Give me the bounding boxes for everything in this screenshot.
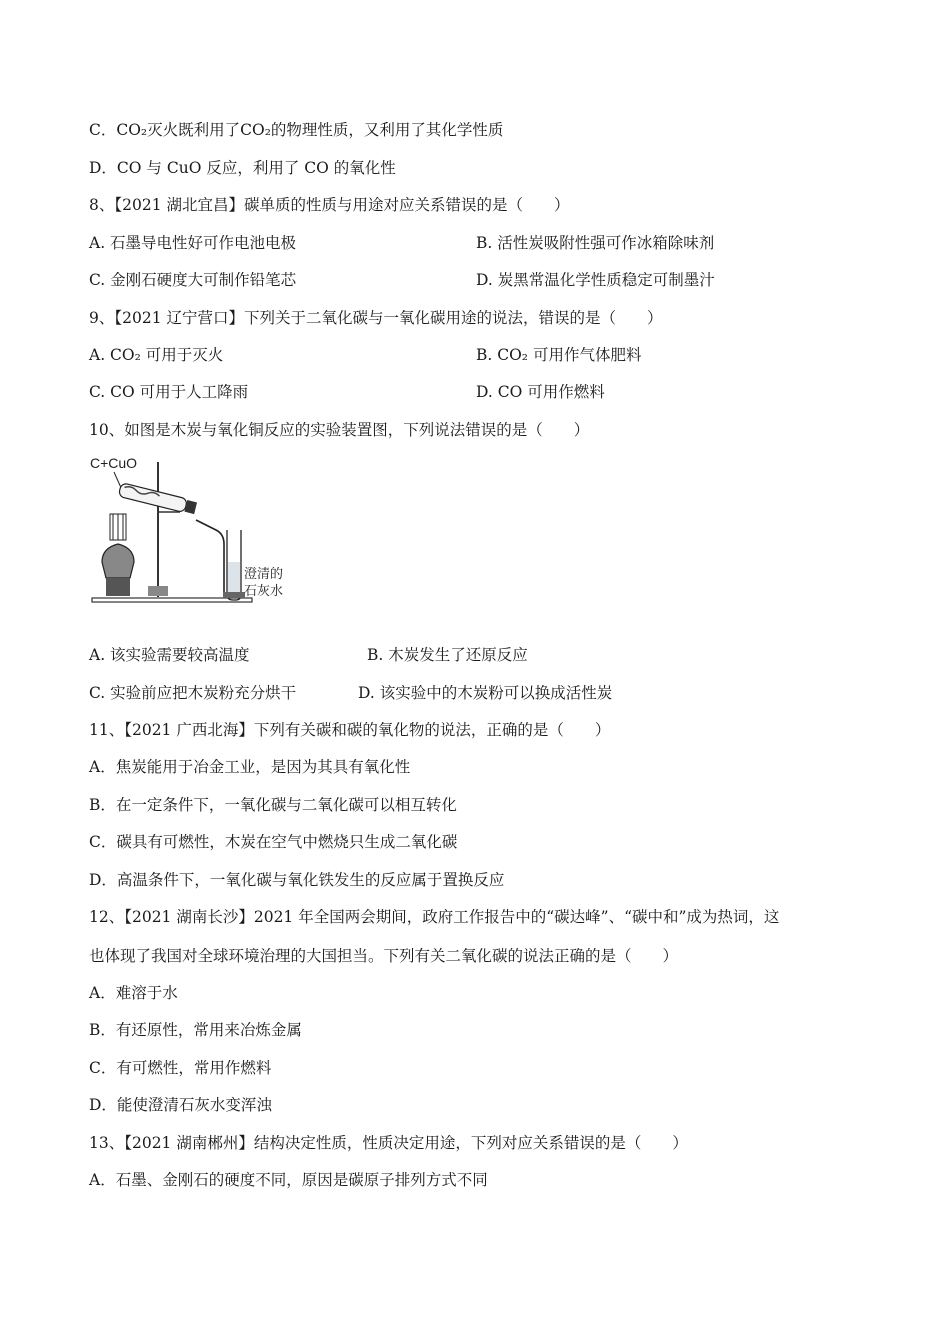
option-7c: C．CO₂灭火既利用了CO₂的物理性质，又利用了其化学性质 <box>89 121 504 139</box>
option-12d: D．能使澄清石灰水变浑浊 <box>89 1096 272 1114</box>
option-11b: B．在一定条件下，一氧化碳与二氧化碳可以相互转化 <box>89 796 457 814</box>
option-8c: C. 金刚石硬度大可制作铅笔芯 <box>89 271 297 289</box>
question-11: 11、【2021 广西北海】下列有关碳和碳的氧化物的说法，正确的是（ ） <box>89 721 611 739</box>
question-10: 10、如图是木炭与氧化铜反应的实验装置图，下列说法错误的是（ ） <box>89 421 590 439</box>
option-11c: C．碳具有可燃性，木炭在空气中燃烧只生成二氧化碳 <box>89 833 458 851</box>
option-9c: C. CO 可用于人工降雨 <box>89 383 249 401</box>
question-12-line-1: 12、【2021 湖南长沙】2021 年全国两会期间，政府工作报告中的“碳达峰”、“碳中和”成为热词，这 <box>89 908 780 926</box>
question-8: 8、【2021 湖北宜昌】碳单质的性质与用途对应关系错误的是（ ） <box>89 196 570 214</box>
question-13: 13、【2021 湖南郴州】结构决定性质，性质决定用途，下列对应关系错误的是（ ） <box>89 1134 688 1152</box>
option-9a: A. CO₂ 可用于灭火 <box>89 346 224 364</box>
option-8d: D. 炭黑常温化学性质稳定可制墨汁 <box>476 271 715 289</box>
option-12a: A．难溶于水 <box>89 984 178 1002</box>
question-12-line-2: 也体现了我国对全球环境治理的大国担当。下列有关二氧化碳的说法正确的是（ ） <box>89 947 679 965</box>
option-8a: A. 石墨导电性好可作电池电极 <box>89 234 297 252</box>
experiment-apparatus-figure <box>88 452 298 608</box>
option-8b: B. 活性炭吸附性强可作冰箱除味剂 <box>476 234 715 252</box>
option-11d: D．高温条件下，一氧化碳与氧化铁发生的反应属于置换反应 <box>89 871 505 889</box>
option-13a: A．石墨、金刚石的硬度不同，原因是碳原子排列方式不同 <box>89 1171 488 1189</box>
solution-label-1: 澄清的 <box>244 567 284 582</box>
option-12b: B．有还原性，常用来冶炼金属 <box>89 1021 302 1039</box>
option-7d: D．CO 与 CuO 反应，利用了 CO 的氧化性 <box>89 159 396 177</box>
option-11a: A．焦炭能用于冶金工业，是因为其具有氧化性 <box>89 758 411 776</box>
option-9b: B. CO₂ 可用作气体肥料 <box>476 346 642 364</box>
solution-label-2: 石灰水 <box>244 584 284 599</box>
option-10a: A. 该实验需要较高温度 <box>89 646 250 664</box>
question-9: 9、【2021 辽宁营口】下列关于二氧化碳与一氧化碳用途的说法，错误的是（ ） <box>89 309 663 327</box>
option-10c: C. 实验前应把木炭粉充分烘干 <box>89 684 297 702</box>
option-9d: D. CO 可用作燃料 <box>476 383 605 401</box>
option-10d: D. 该实验中的木炭粉可以换成活性炭 <box>358 684 613 702</box>
option-10b: B. 木炭发生了还原反应 <box>367 646 528 664</box>
reagent-label: C+CuO <box>90 455 138 471</box>
option-12c: C．有可燃性，常用作燃料 <box>89 1059 272 1077</box>
